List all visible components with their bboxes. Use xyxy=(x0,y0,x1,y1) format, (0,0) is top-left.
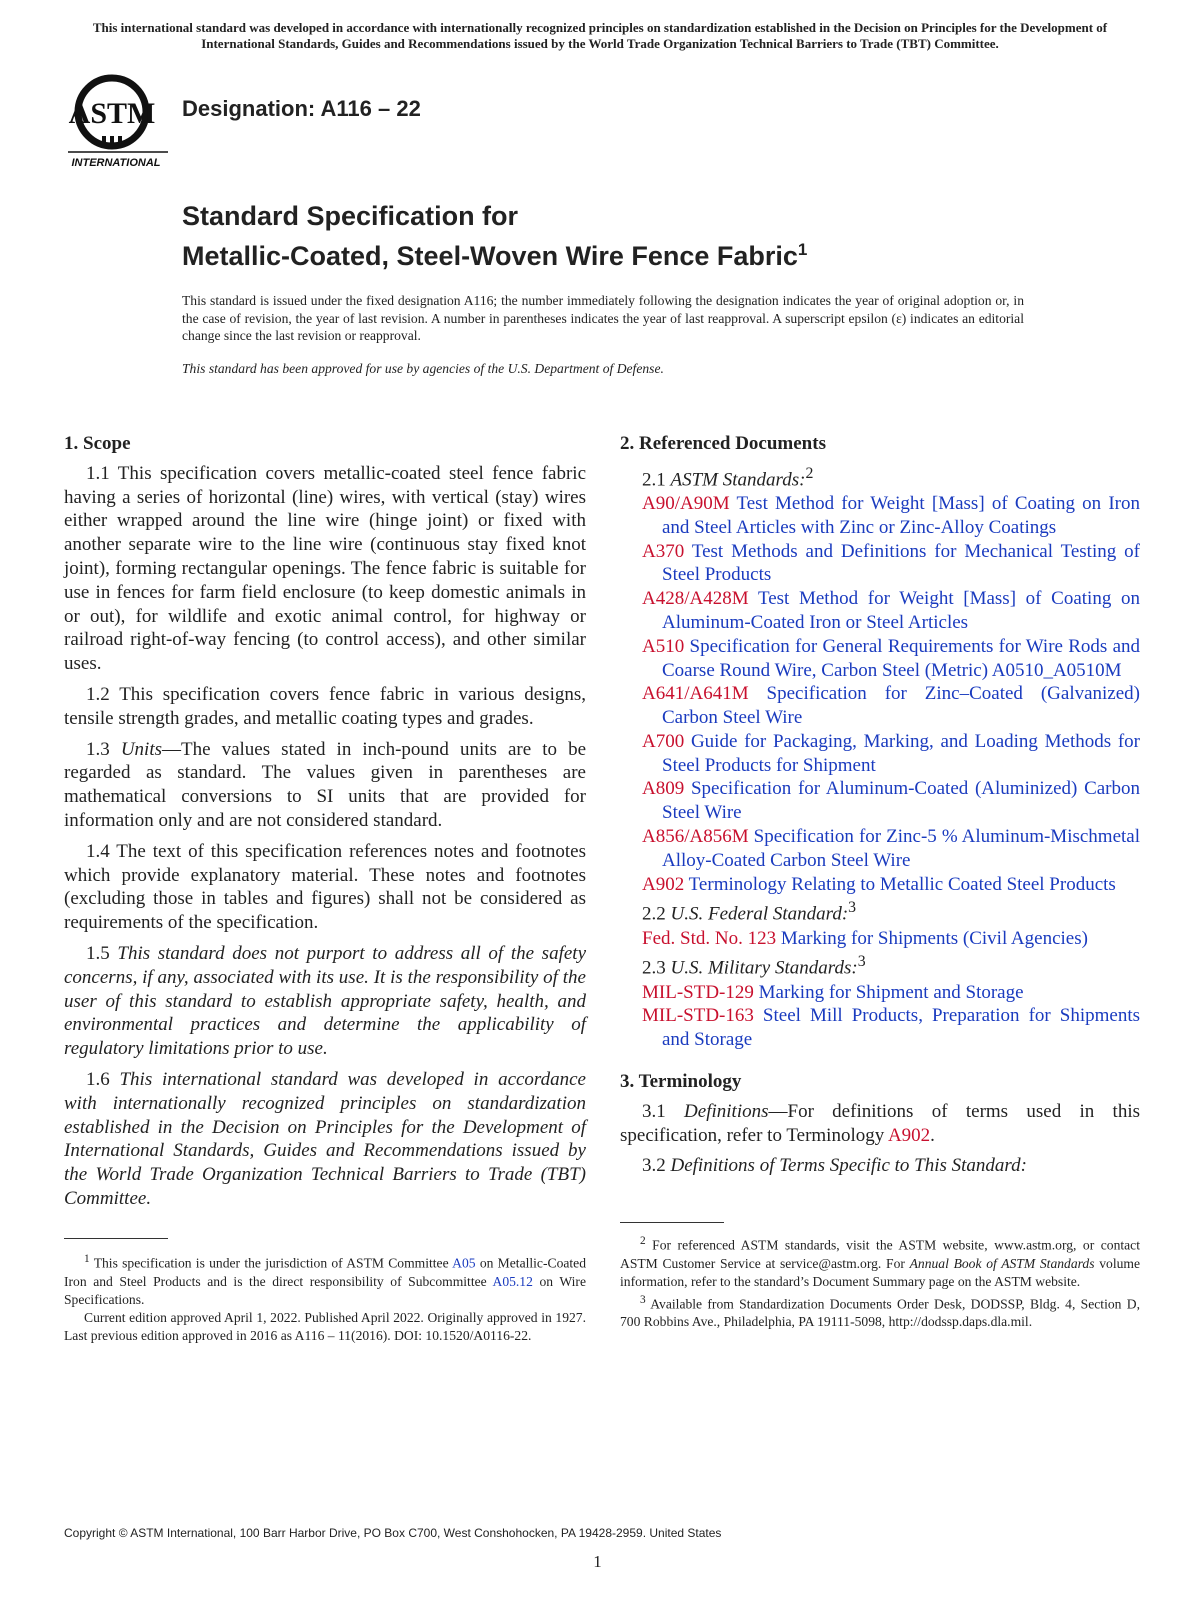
paragraph-1-6: 1.6 This international standard was developed in accordance with internationally recognized principles on standardization established in the Decision on Principles for the Development of International Standards, Guides and Recommendations issued by the World Trade Organization Technical Barriers to Trade (TBT) Committee. xyxy=(64,1068,586,1209)
astm-reference-5 xyxy=(620,730,1140,778)
reference-code-link[interactable]: MIL-STD-163 xyxy=(642,1005,754,1027)
paragraph-1-2: 1.2 This specification covers fence fabric in various designs, tensile strength grades, and metallic coating types and grades. xyxy=(64,683,586,729)
footnote-3: $^3$ Available from Standardization Documents Order Desk, DODSSP, Bldg. 4, Section D, 700 Robbins Ave., Philadelphia, PA 19111-5098, http://dodssp.daps.dla.mil. xyxy=(620,1293,1140,1330)
footnote-1: $^1$ This specification is under the jurisdiction of ASTM Committee A05 on Metallic-Coated Iron and Steel Products and is the direct responsibility of Subcommittee A05.12 on Wire Specifications. Current edition approved April 1, 2022. Published April 2022. Originally approved in 1927. Last previous edition approved in 2016 as A116 – 11(2016). DOI: 10.1520/A0116-22. xyxy=(64,1253,587,1343)
title-line-2: Metallic-Coated, Steel-Woven Wire Fence Fabric xyxy=(182,241,798,271)
reference-code-link[interactable]: Fed. Std. No. 123 xyxy=(642,927,777,949)
federal-reference-list xyxy=(620,927,1140,951)
section-heading-terminology: 3. Terminology xyxy=(620,1070,742,1092)
footnote-rule-right xyxy=(620,1222,724,1223)
reference-code-link[interactable]: MIL-STD-129 xyxy=(642,981,754,1003)
reference-title-link[interactable]: Specification for Aluminum-Coated (Aluminized) Carbon Steel Wire xyxy=(662,778,1141,824)
reference-code-link[interactable]: A809 xyxy=(642,778,685,800)
federal-standard-label: 2.2 U.S. Federal Standard:$^3$ xyxy=(642,899,857,925)
military-reference-list xyxy=(620,981,1140,1052)
reference-code-link[interactable]: A856/A856M xyxy=(642,826,749,848)
reference-code-link[interactable]: A370 xyxy=(642,540,685,562)
astm-logo xyxy=(64,74,172,170)
reference-title-link[interactable]: Steel Mill Products, Preparation for Shipments and Storage xyxy=(662,1005,1140,1051)
reference-code-link[interactable]: A700 xyxy=(642,730,685,752)
paragraph-1-1: 1.1 This specification covers metallic-coated steel fence fabric having a series of horizontal (line) wires, with vertical (stay) wires either wrapped around the line wire (hinge joint) or fixed with another separate wire to the line wire (continuous stay fixed knot joint), forming rectangular openings. The fence fabric is suitable for use in fences for farm field enclosure (to keep domestic animals in or out), for wildlife and exotic animal control, for highway or railroad right-of-way fencing (to control access), and other similar uses. xyxy=(64,462,586,675)
reference-title-link[interactable]: Marking for Shipment and Storage xyxy=(758,981,1024,1003)
section-heading-referenced-documents: 2. Referenced Documents xyxy=(620,433,826,454)
right-column xyxy=(620,432,1140,1185)
military-reference-1 xyxy=(620,1004,1140,1052)
astm-reference-4 xyxy=(620,682,1140,730)
units-label: Units xyxy=(120,738,162,760)
federal-reference-0 xyxy=(620,927,1140,951)
reference-code-link[interactable]: A641/A641M xyxy=(642,683,749,705)
paragraph-1-4: 1.4 The text of this specification references notes and footnotes which provide explanatory material. These notes and footnotes (excluding those in tables and figures) shall not be considered as requirements of the specification. xyxy=(64,840,586,934)
reference-title-link[interactable]: Test Method for Weight [Mass] of Coating on Aluminum-Coated Iron or Steel Articles xyxy=(662,588,1140,633)
footnote-2: $^2$ For referenced ASTM standards, visit the ASTM website, www.astm.org, or contact ASTM Customer Service at service@astm.org. For Annual Book of ASTM Standards volume information, refer to the standard’s Document Summary page on the ASTM website. xyxy=(620,1235,1141,1289)
left-column xyxy=(64,432,586,1218)
copyright-notice: Copyright © ASTM International, 100 Barr Harbor Drive, PO Box C700, West Conshohocken, PA 19428-2959. United States xyxy=(64,1526,722,1540)
astm-reference-list xyxy=(620,492,1140,897)
footnote-1-edition: Current edition approved April 1, 2022. Published April 2022. Originally approved in 1927. Last previous edition approved in 2016 as A116 – 11(2016). DOI: 10.1520/A0116-22. xyxy=(64,1309,586,1343)
subcommittee-a05-12-link[interactable]: A05.12 xyxy=(492,1273,533,1289)
reference-title-link[interactable]: Test Methods and Definitions for Mechanical Testing of Steel Products xyxy=(662,540,1140,586)
astm-reference-8 xyxy=(620,873,1140,897)
reference-code-link[interactable]: A902 xyxy=(642,873,685,895)
astm-reference-6 xyxy=(620,777,1140,825)
reference-code-link[interactable]: A510 xyxy=(642,635,685,657)
page-number: 1 xyxy=(593,1552,602,1571)
reference-title-link[interactable]: Specification for Zinc–Coated (Galvanized) Carbon Steel Wire xyxy=(662,683,1140,729)
document-title xyxy=(182,200,807,273)
standard-intro: This standard is issued under the fixed designation A116; the number immediately following the designation indicates the year of original adoption or, in the case of revision, the year of last revision. A number in parentheses indicates the year of last reapproval. A superscript epsilon (ε) indicates an editorial change since the last revision or reapproval. xyxy=(182,293,1024,343)
designation: Designation: A116 – 22 xyxy=(182,96,421,121)
header-note: This international standard was developed in accordance with internationally recognized principles on standardization established in the Decision on Principles for the Development of International Standards, Guides and Recommendations issued by the World Trade Organization Technical Barriers to Trade (TBT) Committee. xyxy=(92,20,1108,51)
paragraph-3-1: 3.1 Definitions—For definitions of terms used in this specification, refer to Terminology A902. xyxy=(620,1100,1141,1146)
reference-title-link[interactable]: Test Method for Weight [Mass] of Coating on Iron and Steel Articles with Zinc or Zinc-Alloy Coatings xyxy=(662,492,1140,538)
reference-code-link[interactable]: A428/A428M xyxy=(642,588,749,610)
reference-title-link[interactable]: Guide for Packaging, Marking, and Loading Methods for Steel Products for Shipment xyxy=(662,730,1141,776)
astm-reference-0 xyxy=(620,492,1140,540)
footnotes-right xyxy=(620,1232,1140,1331)
reference-title-link[interactable]: Marking for Shipments (Civil Agencies) xyxy=(780,927,1088,949)
svg-text:ASTM: ASTM xyxy=(68,97,156,130)
footnote-rule-left xyxy=(64,1238,168,1239)
astm-reference-3 xyxy=(620,635,1140,683)
astm-reference-1 xyxy=(620,540,1140,588)
military-reference-0 xyxy=(620,981,1140,1005)
svg-text:INTERNATIONAL: INTERNATIONAL xyxy=(71,157,161,169)
military-standards-label: 2.3 U.S. Military Standards:$^3$ xyxy=(642,953,866,979)
committee-a05-link[interactable]: A05 xyxy=(452,1255,476,1271)
paragraph-1-3: 1.3 Units—The values stated in inch-pound units are to be regarded as standard. The values given in parentheses are mathematical conversions to SI units that are provided for information only and are not considered standard. xyxy=(64,738,587,831)
reference-title-link[interactable]: Specification for Zinc-5 % Aluminum-Mischmetal Alloy-Coated Carbon Steel Wire xyxy=(662,826,1141,871)
astm-reference-2 xyxy=(620,587,1140,635)
paragraph-3-2: 3.2 Definitions of Terms Specific to This Standard: xyxy=(642,1155,1027,1177)
title-line-1: Standard Specification for xyxy=(182,201,519,231)
paragraph-1-5: 1.5 This standard does not purport to address all of the safety concerns, if any, associated with its use. It is the responsibility of the user of this standard to establish appropriate safety, health, and environmental practices and determine the applicability of regulatory limitations prior to use. xyxy=(64,942,586,1060)
dod-approval-note: This standard has been approved for use by agencies of the U.S. Department of Defense. xyxy=(182,361,664,376)
reference-title-link[interactable]: Specification for General Requirements for Wire Rods and Coarse Round Wire, Carbon Steel (Metric) A0510_A0510M xyxy=(662,635,1141,681)
reference-title-link[interactable]: Terminology Relating to Metallic Coated Steel Products xyxy=(688,873,1116,895)
title-footnote-mark: 1 xyxy=(797,240,808,259)
astm-standards-label: 2.1 ASTM Standards:$^2$ xyxy=(642,464,814,491)
terminology-ref-link[interactable]: A902 xyxy=(887,1124,931,1146)
astm-reference-7 xyxy=(620,825,1140,873)
section-heading-scope: 1. Scope xyxy=(64,433,131,454)
astm-logo-icon xyxy=(64,74,172,170)
reference-code-link[interactable]: A90/A90M xyxy=(642,492,730,514)
